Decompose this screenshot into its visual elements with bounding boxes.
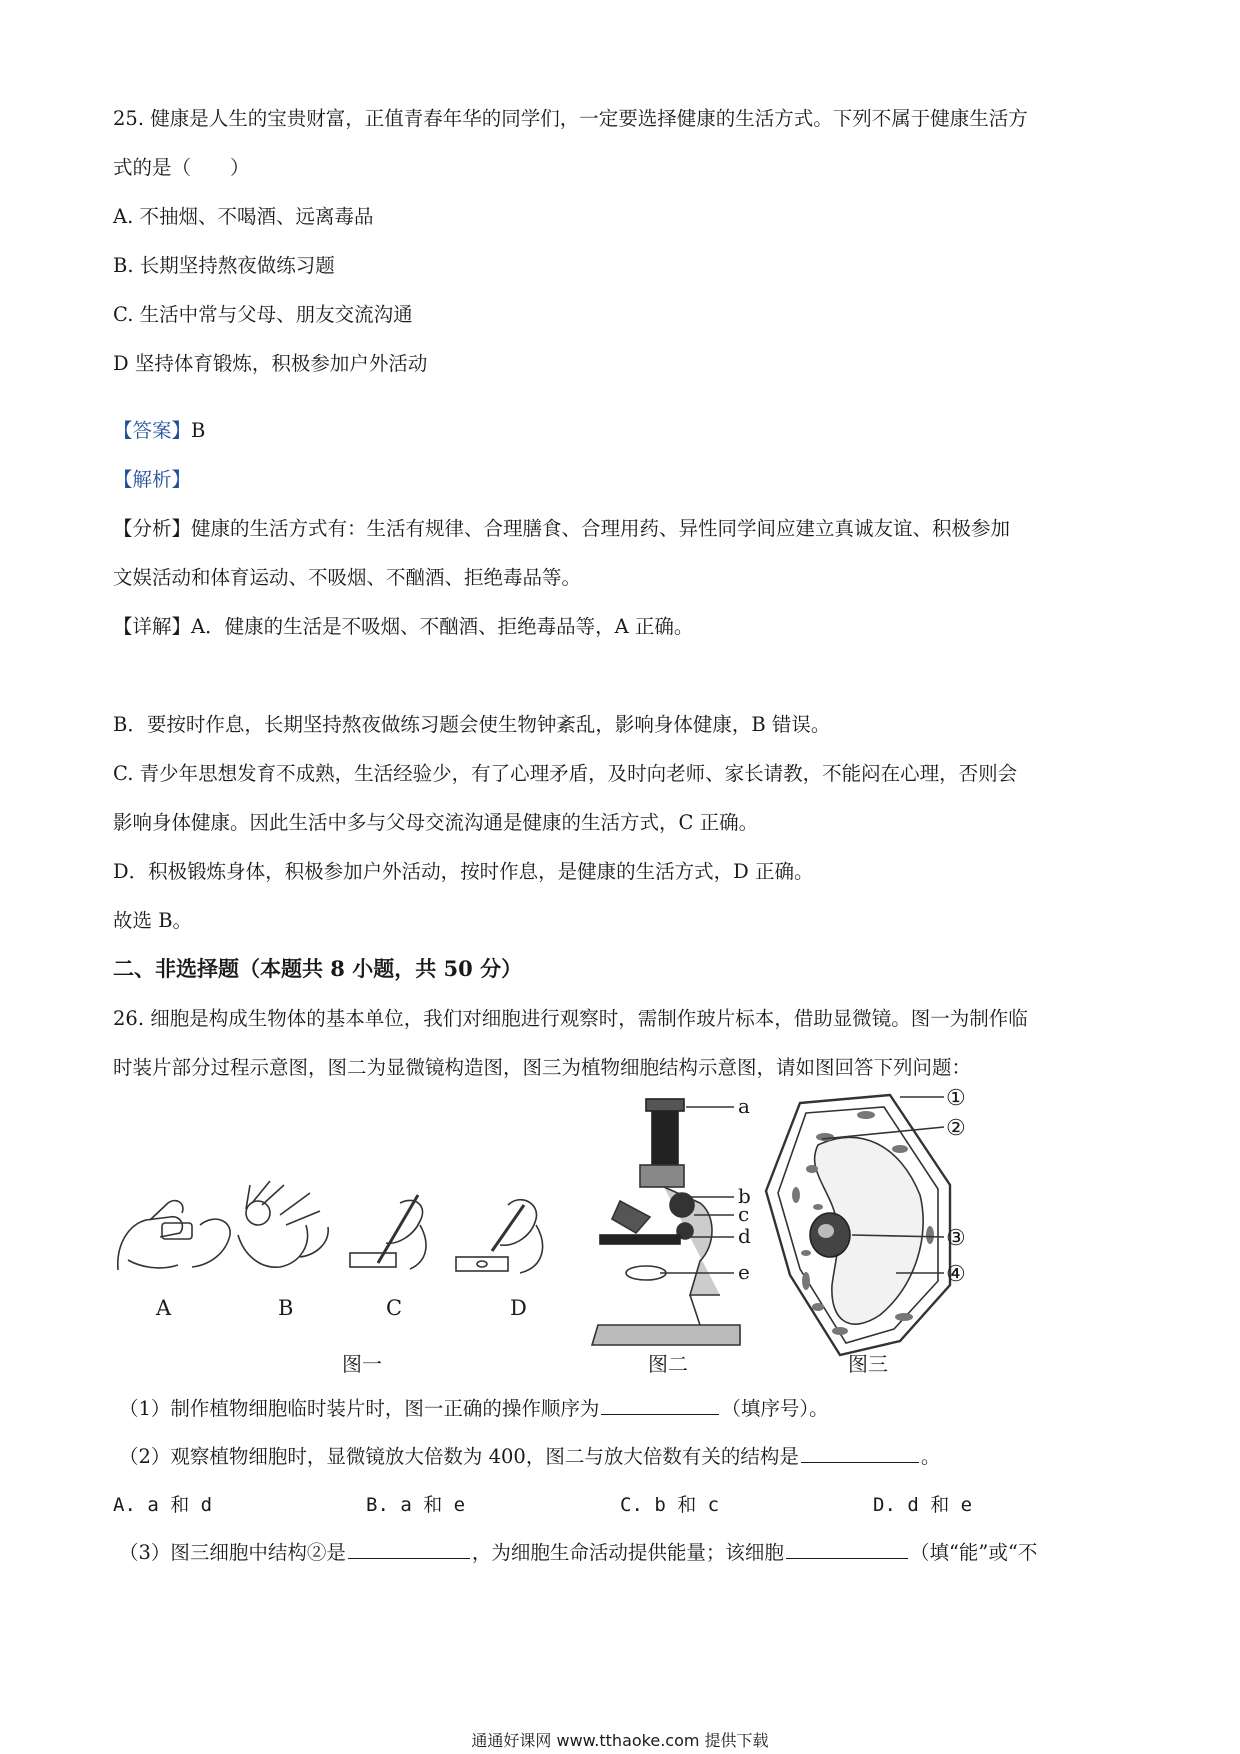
q26-sub3-suffix: （填“能”或“不: [909, 1541, 1038, 1564]
fig3-label-2: ②: [946, 1116, 966, 1141]
q26-sub2-text: （2）观察植物细胞时，显微镜放大倍数为 400，图二与放大倍数有关的结构是: [119, 1445, 799, 1468]
analysis-tag: 【解析】: [113, 468, 192, 491]
caption-fig1: 图一: [342, 1352, 382, 1376]
q26-sub1: [119, 1394, 829, 1422]
conclusion: 故选 B。: [113, 909, 193, 932]
figures: [0, 1085, 1240, 1375]
q26-choice-d: D. d 和 e: [873, 1494, 973, 1516]
q26-choice-b: B. a 和 e: [366, 1494, 466, 1516]
fig3-plant-cell-drawing: [766, 1095, 950, 1355]
q26-sub2-suffix: 。: [920, 1445, 941, 1468]
q26-sub1-suffix: （填序号）。: [721, 1397, 829, 1420]
q26-sub2-blank[interactable]: [801, 1442, 919, 1463]
q26-sub2: [119, 1442, 940, 1470]
fig2-label-a: a: [738, 1094, 750, 1118]
fenxi-line1: 【分析】健康的生活方式有：生活有规律、合理膳食、合理用药、异性同学间应建立真诚友谊、积极参加: [113, 517, 1011, 540]
fig2-label-d: d: [738, 1224, 751, 1248]
q26-choice-a: A. a 和 d: [113, 1494, 213, 1516]
q26-sub3-blank1[interactable]: [348, 1538, 470, 1559]
q26-choice-c: C. b 和 c: [620, 1494, 720, 1516]
q26-sub3: [119, 1538, 1037, 1566]
explain-c-line2: 影响身体健康。因此生活中多与父母交流沟通是健康的生活方式，C 正确。: [113, 811, 759, 834]
fig1-step-b-drawing: [238, 1181, 328, 1267]
answer-line: [113, 418, 205, 444]
fig1-step-d-drawing: [456, 1200, 543, 1273]
caption-fig3: 图三: [848, 1352, 888, 1376]
q26-sub3-middle: ，为细胞生命活动提供能量；该细胞: [471, 1541, 784, 1564]
fenxi-line2: 文娱活动和体育运动、不吸烟、不酗酒、拒绝毒品等。: [113, 566, 582, 589]
q26-sub3-blank2[interactable]: [786, 1538, 908, 1559]
q25-stem-line2: 式的是（ ）: [113, 156, 250, 179]
explain-d: D．积极锻炼身体，积极参加户外活动，按时作息，是健康的生活方式，D 正确。: [113, 860, 814, 883]
section-title: 二、非选择题（本题共 8 小题，共 50 分）: [113, 956, 523, 981]
q25-option-a: A. 不抽烟、不喝酒、远离毒品: [113, 205, 374, 228]
fig2-label-b: b: [738, 1184, 751, 1208]
fig1-step-a-drawing: [118, 1201, 230, 1270]
fig1-step-c-drawing: [350, 1195, 426, 1269]
fig2-label-c: c: [738, 1202, 750, 1226]
fig1-label-d: D: [510, 1296, 527, 1320]
q25-stem-line1: 25. 健康是人生的宝贵财富，正值青春年华的同学们，一定要选择健康的生活方式。下列不属于健康生活方: [113, 107, 1028, 130]
explain-b: B．要按时作息，长期坚持熬夜做练习题会使生物钟紊乱，影响身体健康，B 错误。: [113, 713, 831, 736]
explain-c-line1: C. 青少年思想发育不成熟，生活经验少，有了心理矛盾，及时向老师、家长请教，不能闷在心理，否则会: [113, 762, 1018, 785]
answer-value: B: [191, 419, 206, 442]
q26-sub1-blank[interactable]: [601, 1394, 719, 1415]
q26-sub1-text: （1）制作植物细胞临时装片时，图一正确的操作顺序为: [119, 1397, 600, 1420]
q26-sub3-text: （3）图三细胞中结构②是: [119, 1541, 346, 1564]
page-footer: 通通好课网 www.tthaoke.com 提供下载: [471, 1731, 769, 1750]
q25-option-c: C. 生活中常与父母、朋友交流沟通: [113, 303, 413, 326]
answer-tag: 【答案】: [113, 419, 192, 442]
fig1-label-c: C: [386, 1296, 403, 1320]
q25-option-b: B. 长期坚持熬夜做练习题: [113, 254, 335, 277]
fig3-label-1: ①: [946, 1086, 966, 1111]
caption-fig2: 图二: [648, 1352, 688, 1376]
q25-option-d: D 坚持体育锻炼，积极参加户外活动: [113, 352, 428, 375]
fig3-label-3: ③: [946, 1226, 966, 1251]
fig1-label-b: B: [278, 1296, 294, 1320]
fig2-label-e: e: [738, 1260, 750, 1284]
q26-stem-line2: 时装片部分过程示意图，图二为显微镜构造图，图三为植物细胞结构示意图，请如图回答下列问题：: [113, 1056, 972, 1079]
q26-stem-line1: 26. 细胞是构成生物体的基本单位，我们对细胞进行观察时，需制作玻片标本，借助显微镜。图一为制作临: [113, 1007, 1028, 1030]
fig3-label-4: ④: [946, 1262, 966, 1287]
fig1-label-a: A: [156, 1296, 172, 1320]
xiangjie-line: 【详解】A．健康的生活是不吸烟、不酗酒、拒绝毒品等，A 正确。: [113, 615, 694, 638]
fig2-microscope-drawing: [592, 1099, 740, 1345]
